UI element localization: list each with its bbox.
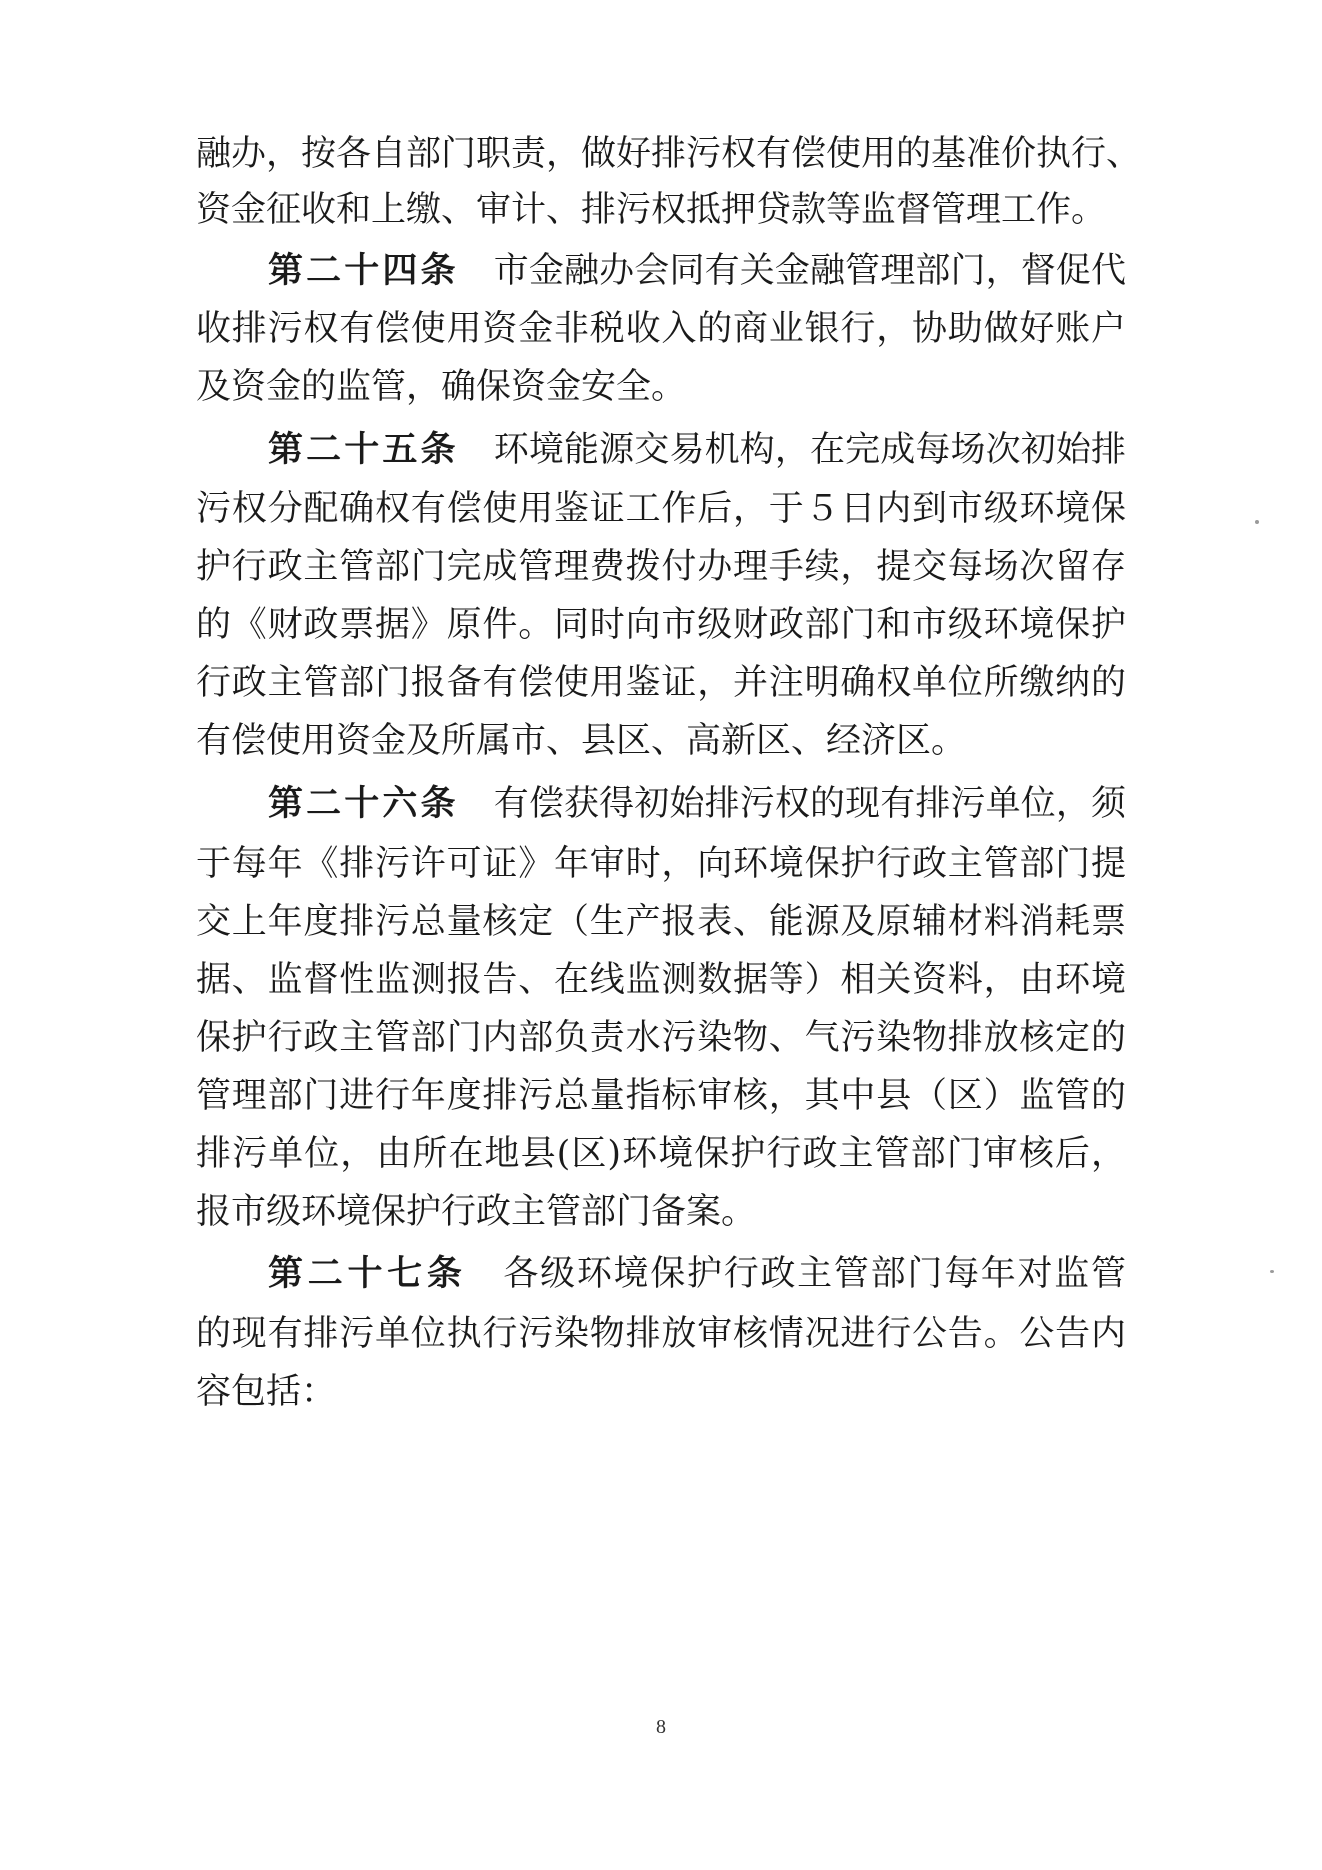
paragraph-line: 保护行政主管部门内部负责水污染物、气污染物排放核定的 (196, 1018, 1126, 1058)
paragraph-line: 收排污权有偿使用资金非税收入的商业银行，协助做好账户 (196, 309, 1126, 349)
paragraph-line: 融办，按各自部门职责，做好排污权有偿使用的基准价执行、 (196, 134, 1142, 174)
paragraph-line: 护行政主管部门完成管理费拨付办理手续，提交每场次留存 (196, 547, 1126, 587)
paragraph-line: 的现有排污单位执行污染物排放审核情况进行公告。公告内 (196, 1314, 1126, 1354)
paragraph-line: 排污单位，由所在地县(区)环境保护行政主管部门审核后， (196, 1134, 1126, 1174)
page-number: 8 (656, 1716, 666, 1738)
article-24-first-line (268, 247, 1126, 295)
paragraph-line: 有偿使用资金及所属市、县区、高新区、经济区。 (196, 721, 967, 761)
paragraph-line: 管理部门进行年度排污总量指标审核，其中县（区）监管的 (196, 1076, 1126, 1116)
paragraph-text: 各级环境保护行政主管部门每年对监管 (503, 1254, 1126, 1294)
paragraph-text: 有偿获得初始排污权的现有排污单位，须 (493, 784, 1126, 824)
article-number: 第二十六条 (268, 783, 459, 824)
paragraph-line: 报市级环境保护行政主管部门备案。 (196, 1192, 757, 1232)
paragraph-text: 市金融办会同有关金融管理部门，督促代 (493, 251, 1126, 291)
paragraph-line: 的《财政票据》原件。同时向市级财政部门和市级环境保护 (196, 605, 1126, 645)
article-27-first-line (268, 1250, 1126, 1298)
paragraph-line: 污权分配确权有偿使用鉴证工作后，于５日内到市级环境保 (196, 489, 1126, 529)
article-number: 第二十七条 (268, 1253, 467, 1294)
scan-speck (1255, 520, 1259, 524)
article-25-first-line (268, 426, 1126, 474)
paragraph-line: 资金征收和上缴、审计、排污权抵押贷款等监督管理工作。 (196, 190, 1107, 230)
paragraph-text: 环境能源交易机构，在完成每场次初始排 (493, 430, 1126, 470)
article-26-first-line (268, 780, 1126, 828)
paragraph-line: 容包括： (196, 1372, 337, 1412)
paragraph-line: 及资金的监管，确保资金安全。 (196, 367, 687, 407)
paragraph-line: 行政主管部门报备有偿使用鉴证，并注明确权单位所缴纳的 (196, 663, 1126, 703)
paragraph-line: 于每年《排污许可证》年审时，向环境保护行政主管部门提 (196, 844, 1126, 884)
scan-speck (1270, 1270, 1274, 1273)
paragraph-line: 交上年度排污总量核定（生产报表、能源及原辅材料消耗票 (196, 902, 1126, 942)
article-number: 第二十四条 (268, 250, 459, 291)
article-number: 第二十五条 (268, 429, 459, 470)
paragraph-line: 据、监督性监测报告、在线监测数据等）相关资料，由环境 (196, 960, 1126, 1000)
